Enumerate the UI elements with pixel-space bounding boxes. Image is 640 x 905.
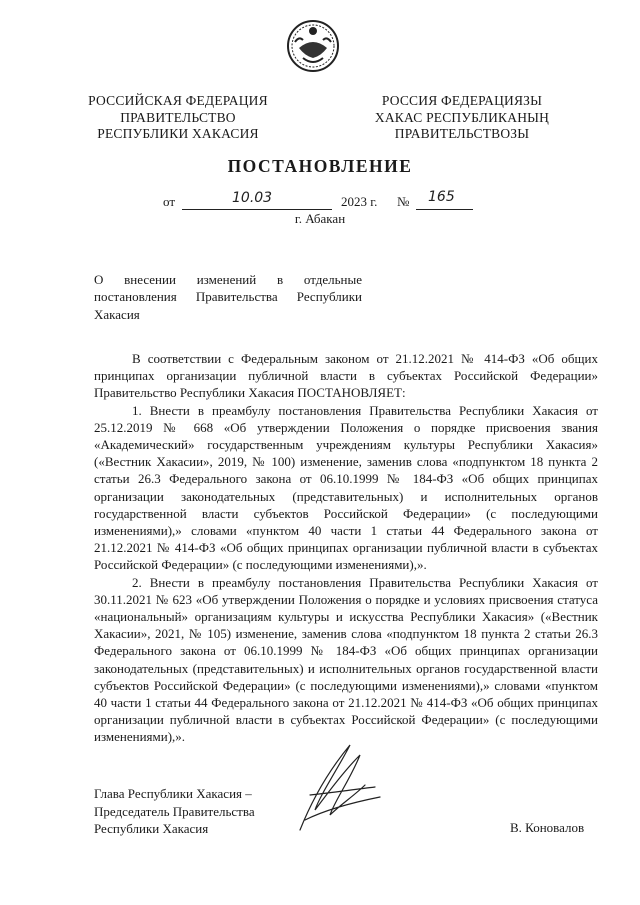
number-handwritten: 165 <box>428 189 455 205</box>
position-line: Глава Республики Хакасия – <box>94 786 252 801</box>
document-subject <box>94 271 362 323</box>
header-left <box>78 93 278 143</box>
signatory-name: В. Коновалов <box>510 820 585 835</box>
document-title: ПОСТАНОВЛЕНИЕ <box>227 156 413 176</box>
coat-of-arms-icon <box>285 18 341 74</box>
header-left-line: РОССИЙСКАЯ ФЕДЕРАЦИЯ <box>88 93 268 108</box>
number-label: № <box>397 194 410 209</box>
document-body <box>94 350 598 746</box>
header-right-line: РОССИЯ ФЕДЕРАЦИЯЗЫ <box>381 93 543 108</box>
subject-text: О внесении изменений в отдельные постановления Правительства Республики Хакасия <box>94 272 362 322</box>
body-paragraph: 2. Внести в преамбулу постановления Правительства Республики Хакасия от 30.11.2021 № 623 «Об утверждении Положения о порядке и условиях присвоения статуса «национальный» организациям культуры и искусства Республики Хакасия» («Вестник Хакасии», 2021, № 105) изменение, заменив слова «подпунктом 18 пункта 2 статьи 26.3 Федерального закона от 06.10.1999 № 184-ФЗ «Об общих принципах организации законодательных (представительных) и исполнительных органов государственной власти субъектов Российской Федерации» (с последующими изменениями),» словами «пунктом 40 части 1 статьи 44 Федерального закона от 21.12.2021 № 414-ФЗ «Об общих принципах организации публичной власти в субъектах Российской Федерации» (с последующими изменениями),». <box>94 574 598 745</box>
body-paragraph: В соответствии с Федеральным законом от 21.12.2021 № 414-ФЗ «Об общих принципах организации публичной власти в субъектах Российской Федерации» Правительство Республики Хакасия ПОСТАНОВЛЯЕТ: <box>94 351 598 401</box>
body-paragraph: 1. Внести в преамбулу постановления Правительства Республики Хакасия от 25.12.2019 № 668 «Об утверждении Положения о порядке присвоения звания «Академический» государственным учреждениям культуры Республики Хакасия» («Вестник Хакасии», 2019, № 100) изменение, заменив слова «подпунктом 18 пункта 2 статьи 26.3 Федерального закона от 06.10.1999 № 184-ФЗ «Об общих принципах организации законодательных (представительных) и исполнительных органов государственной власти субъектов Российской Федерации» (с последующими изменениями),» словами «пунктом 40 части 1 статьи 44 Федерального закона от 21.12.2021 № 414-ФЗ «Об общих принципах организации публичной власти в субъектах Российской Федерации» (с последующими изменениями),». <box>94 402 598 573</box>
position-line: Председатель Правительства <box>94 803 255 819</box>
city-label: г. Абакан <box>294 211 346 226</box>
header-left-line: ПРАВИТЕЛЬСТВО <box>120 109 236 125</box>
year-label: 2023 г. <box>341 194 378 209</box>
date-underline <box>182 209 332 210</box>
header-right-line: ХАКАС РЕСПУБЛИКАНЫҢ <box>374 109 550 125</box>
handwritten-signature <box>280 735 390 845</box>
date-from-label: от <box>163 194 176 209</box>
position-line: Республики Хакасия <box>94 821 209 836</box>
header-left-line: РЕСПУБЛИКИ ХАКАСИЯ <box>97 126 259 141</box>
header-right <box>362 93 562 143</box>
header-right-line: ПРАВИТЕЛЬСТВОЗЫ <box>394 126 530 141</box>
date-handwritten: 10.03 <box>232 190 273 206</box>
number-underline <box>416 209 473 210</box>
signature-position <box>94 785 255 838</box>
